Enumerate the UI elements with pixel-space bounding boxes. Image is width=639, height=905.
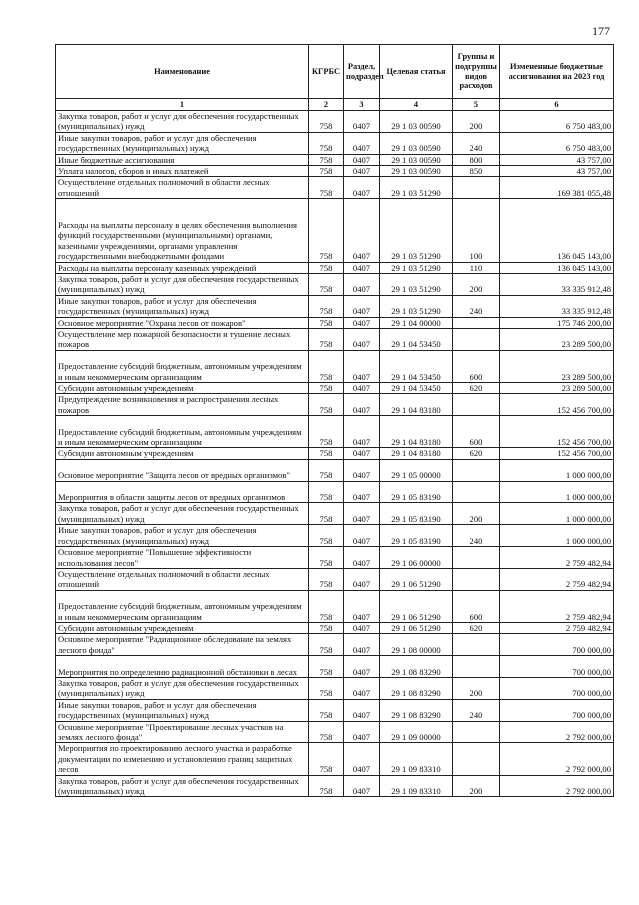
table-row [56, 317, 614, 328]
row-section: 0407 [344, 568, 380, 590]
table-row [56, 525, 614, 547]
table-row [56, 416, 614, 448]
row-amount: 136 045 143,00 [500, 262, 614, 273]
row-ktrbs: 758 [309, 634, 344, 656]
row-group: 600 [453, 416, 500, 448]
row-group: 200 [453, 274, 500, 296]
row-target: 29 1 04 83180 [380, 394, 453, 416]
row-group: 600 [453, 590, 500, 622]
row-group: 620 [453, 622, 500, 633]
row-section: 0407 [344, 317, 380, 328]
row-amount: 43 757,00 [500, 154, 614, 165]
row-group: 240 [453, 295, 500, 317]
row-amount: 43 757,00 [500, 166, 614, 177]
row-ktrbs: 758 [309, 262, 344, 273]
row-ktrbs: 758 [309, 274, 344, 296]
row-section: 0407 [344, 622, 380, 633]
row-group: 240 [453, 525, 500, 547]
row-group [453, 547, 500, 569]
row-group [453, 177, 500, 199]
row-amount: 2 759 482,94 [500, 622, 614, 633]
row-amount: 700 000,00 [500, 677, 614, 699]
row-section: 0407 [344, 448, 380, 459]
table-row [56, 743, 614, 775]
row-ktrbs: 758 [309, 166, 344, 177]
header-ktrbs: КГРБС [309, 45, 344, 99]
row-amount: 33 335 912,48 [500, 274, 614, 296]
row-name: Субсидии автономным учреждениям [56, 383, 309, 394]
row-section: 0407 [344, 274, 380, 296]
table-row [56, 634, 614, 656]
row-target: 29 1 08 83290 [380, 656, 453, 678]
row-ktrbs: 758 [309, 481, 344, 503]
header-target: Целевая статья [380, 45, 453, 99]
row-group [453, 317, 500, 328]
table-row [56, 111, 614, 133]
row-section: 0407 [344, 132, 380, 154]
table-row [56, 166, 614, 177]
row-name: Закупка товаров, работ и услуг для обеспечения государственных (муниципальных) нужд [56, 503, 309, 525]
table-row [56, 274, 614, 296]
row-section: 0407 [344, 699, 380, 721]
row-ktrbs: 758 [309, 775, 344, 797]
row-group: 620 [453, 448, 500, 459]
row-ktrbs: 758 [309, 590, 344, 622]
row-ktrbs: 758 [309, 154, 344, 165]
row-target: 29 1 03 00590 [380, 111, 453, 133]
row-section: 0407 [344, 199, 380, 262]
row-group [453, 329, 500, 351]
row-group: 620 [453, 383, 500, 394]
column-number: 4 [380, 99, 453, 111]
row-target: 29 1 09 00000 [380, 721, 453, 743]
row-group: 800 [453, 154, 500, 165]
row-ktrbs: 758 [309, 350, 344, 382]
row-section: 0407 [344, 154, 380, 165]
row-target: 29 1 04 53450 [380, 383, 453, 394]
header-row [56, 45, 614, 99]
row-ktrbs: 758 [309, 743, 344, 775]
table-row [56, 394, 614, 416]
row-ktrbs: 758 [309, 111, 344, 133]
table-body [56, 111, 614, 797]
row-amount: 23 289 500,00 [500, 350, 614, 382]
row-name: Закупка товаров, работ и услуг для обеспечения государственных (муниципальных) нужд [56, 775, 309, 797]
row-group [453, 394, 500, 416]
row-section: 0407 [344, 721, 380, 743]
row-target: 29 1 08 00000 [380, 634, 453, 656]
row-name: Расходы на выплаты персоналу казенных учреждений [56, 262, 309, 273]
row-target: 29 1 04 83180 [380, 448, 453, 459]
table-row [56, 295, 614, 317]
row-amount: 700 000,00 [500, 656, 614, 678]
row-group [453, 656, 500, 678]
row-group [453, 459, 500, 481]
row-ktrbs: 758 [309, 677, 344, 699]
row-section: 0407 [344, 503, 380, 525]
row-section: 0407 [344, 111, 380, 133]
table-row [56, 459, 614, 481]
row-name: Основное мероприятие "Радиационное обследование на землях лесного фонда" [56, 634, 309, 656]
budget-table [55, 44, 614, 797]
row-ktrbs: 758 [309, 132, 344, 154]
row-target: 29 1 03 51290 [380, 295, 453, 317]
row-target: 29 1 04 00000 [380, 317, 453, 328]
row-amount: 2 759 482,94 [500, 568, 614, 590]
row-amount: 1 000 000,00 [500, 525, 614, 547]
row-group: 600 [453, 350, 500, 382]
row-name: Основное мероприятие "Защита лесов от вредных организмов" [56, 459, 309, 481]
row-section: 0407 [344, 295, 380, 317]
table-row [56, 177, 614, 199]
row-amount: 6 750 483,00 [500, 132, 614, 154]
row-section: 0407 [344, 416, 380, 448]
row-amount: 1 000 000,00 [500, 503, 614, 525]
row-target: 29 1 08 83290 [380, 677, 453, 699]
table-row [56, 677, 614, 699]
header-section: Раздел, подраздел [344, 45, 380, 99]
row-section: 0407 [344, 677, 380, 699]
row-ktrbs: 758 [309, 383, 344, 394]
row-amount: 169 381 055,48 [500, 177, 614, 199]
column-number: 5 [453, 99, 500, 111]
column-number: 2 [309, 99, 344, 111]
row-ktrbs: 758 [309, 416, 344, 448]
row-target: 29 1 03 00590 [380, 166, 453, 177]
row-name: Осуществление отдельных полномочий в области лесных отношений [56, 568, 309, 590]
row-name: Основное мероприятие "Повышение эффективности использования лесов" [56, 547, 309, 569]
table-row [56, 622, 614, 633]
row-ktrbs: 758 [309, 459, 344, 481]
row-name: Субсидии автономным учреждениям [56, 448, 309, 459]
row-target: 29 1 03 00590 [380, 154, 453, 165]
row-section: 0407 [344, 383, 380, 394]
row-section: 0407 [344, 590, 380, 622]
row-section: 0407 [344, 459, 380, 481]
row-section: 0407 [344, 547, 380, 569]
row-ktrbs: 758 [309, 295, 344, 317]
row-group: 240 [453, 699, 500, 721]
table-row [56, 262, 614, 273]
row-section: 0407 [344, 329, 380, 351]
row-target: 29 1 05 83190 [380, 481, 453, 503]
row-target: 29 1 06 51290 [380, 568, 453, 590]
row-target: 29 1 04 53450 [380, 329, 453, 351]
row-section: 0407 [344, 394, 380, 416]
row-name: Основное мероприятие "Проектирование лесных участков на землях лесного фонда" [56, 721, 309, 743]
row-group [453, 721, 500, 743]
row-section: 0407 [344, 166, 380, 177]
table-row [56, 350, 614, 382]
row-target: 29 1 06 51290 [380, 590, 453, 622]
row-target: 29 1 08 83290 [380, 699, 453, 721]
row-target: 29 1 04 83180 [380, 416, 453, 448]
row-ktrbs: 758 [309, 394, 344, 416]
row-name: Осуществление отдельных полномочий в области лесных отношений [56, 177, 309, 199]
table-row [56, 699, 614, 721]
table-row [56, 568, 614, 590]
table-row [56, 448, 614, 459]
header-changes: Измененные бюджетные ассигнования на 2023 год [500, 45, 614, 99]
row-group [453, 634, 500, 656]
row-amount: 33 335 912,48 [500, 295, 614, 317]
row-group: 110 [453, 262, 500, 273]
row-name: Предоставление субсидий бюджетным, автономным учреждениям и иным некоммерческим организациям [56, 416, 309, 448]
row-group: 200 [453, 503, 500, 525]
row-ktrbs: 758 [309, 699, 344, 721]
row-amount: 1 000 000,00 [500, 459, 614, 481]
row-group [453, 743, 500, 775]
row-section: 0407 [344, 481, 380, 503]
row-name: Мероприятия в области защиты лесов от вредных организмов [56, 481, 309, 503]
row-amount: 2 792 000,00 [500, 743, 614, 775]
row-amount: 152 456 700,00 [500, 394, 614, 416]
row-target: 29 1 09 83310 [380, 775, 453, 797]
row-target: 29 1 09 83310 [380, 743, 453, 775]
row-name: Основное мероприятие "Охрана лесов от пожаров" [56, 317, 309, 328]
row-amount: 700 000,00 [500, 699, 614, 721]
table-row [56, 656, 614, 678]
row-group: 200 [453, 677, 500, 699]
row-ktrbs: 758 [309, 622, 344, 633]
table-row [56, 154, 614, 165]
row-target: 29 1 06 51290 [380, 622, 453, 633]
column-numbers-row [56, 99, 614, 111]
row-name: Закупка товаров, работ и услуг для обеспечения государственных (муниципальных) нужд [56, 677, 309, 699]
row-target: 29 1 05 83190 [380, 525, 453, 547]
table-row [56, 775, 614, 797]
row-amount: 2 792 000,00 [500, 721, 614, 743]
header-name: Наименование [56, 45, 309, 99]
row-target: 29 1 03 51290 [380, 199, 453, 262]
row-name: Мероприятия по проектированию лесного участка и разработке документации по изменению и установлению границ защитных лесов [56, 743, 309, 775]
row-ktrbs: 758 [309, 317, 344, 328]
row-amount: 136 045 143,00 [500, 199, 614, 262]
row-target: 29 1 03 51290 [380, 274, 453, 296]
page-number: 177 [592, 24, 610, 38]
row-ktrbs: 758 [309, 177, 344, 199]
row-group: 100 [453, 199, 500, 262]
row-name: Иные закупки товаров, работ и услуг для обеспечения государственных (муниципальных) нужд [56, 525, 309, 547]
row-name: Иные закупки товаров, работ и услуг для обеспечения государственных (муниципальных) нужд [56, 295, 309, 317]
row-amount: 2 792 000,00 [500, 775, 614, 797]
row-name: Мероприятия по определению радиационной обстановки в лесах [56, 656, 309, 678]
row-ktrbs: 758 [309, 721, 344, 743]
row-target: 29 1 05 00000 [380, 459, 453, 481]
row-target: 29 1 05 83190 [380, 503, 453, 525]
row-target: 29 1 04 53450 [380, 350, 453, 382]
row-name: Иные закупки товаров, работ и услуг для обеспечения государственных (муниципальных) нужд [56, 699, 309, 721]
row-ktrbs: 758 [309, 568, 344, 590]
row-amount: 1 000 000,00 [500, 481, 614, 503]
table-row [56, 383, 614, 394]
table-row [56, 503, 614, 525]
row-ktrbs: 758 [309, 329, 344, 351]
table-row [56, 481, 614, 503]
column-number: 3 [344, 99, 380, 111]
row-name: Осуществление мер пожарной безопасности и тушение лесных пожаров [56, 329, 309, 351]
row-amount: 175 746 200,00 [500, 317, 614, 328]
row-section: 0407 [344, 656, 380, 678]
row-amount: 2 759 482,94 [500, 590, 614, 622]
row-group: 200 [453, 775, 500, 797]
row-name: Расходы на выплаты персоналу в целях обеспечения выполнения функций государственными (муниципальными) органами, казенными учреждениями, органами управления государственными внебюджетными фондами [56, 199, 309, 262]
row-group [453, 481, 500, 503]
table-row [56, 329, 614, 351]
row-ktrbs: 758 [309, 547, 344, 569]
row-section: 0407 [344, 634, 380, 656]
row-amount: 23 289 500,00 [500, 383, 614, 394]
row-target: 29 1 03 00590 [380, 132, 453, 154]
row-amount: 700 000,00 [500, 634, 614, 656]
row-name: Предоставление субсидий бюджетным, автономным учреждениям и иным некоммерческим организациям [56, 590, 309, 622]
row-group: 240 [453, 132, 500, 154]
row-section: 0407 [344, 743, 380, 775]
row-section: 0407 [344, 262, 380, 273]
header-groups: Группы и подгруппы видов расходов [453, 45, 500, 99]
row-amount: 23 289 500,00 [500, 329, 614, 351]
table-row [56, 547, 614, 569]
row-name: Предоставление субсидий бюджетным, автономным учреждениям и иным некоммерческим организациям [56, 350, 309, 382]
row-group [453, 568, 500, 590]
table-row [56, 721, 614, 743]
table-row [56, 199, 614, 262]
row-ktrbs: 758 [309, 525, 344, 547]
row-group: 200 [453, 111, 500, 133]
row-target: 29 1 03 51290 [380, 262, 453, 273]
column-number: 1 [56, 99, 309, 111]
row-name: Предупреждение возникновения и распространения лесных пожаров [56, 394, 309, 416]
row-ktrbs: 758 [309, 656, 344, 678]
row-section: 0407 [344, 177, 380, 199]
row-section: 0407 [344, 775, 380, 797]
table-row [56, 590, 614, 622]
row-name: Иные бюджетные ассигнования [56, 154, 309, 165]
row-section: 0407 [344, 350, 380, 382]
row-amount: 152 456 700,00 [500, 416, 614, 448]
row-target: 29 1 06 00000 [380, 547, 453, 569]
row-amount: 152 456 700,00 [500, 448, 614, 459]
row-group: 850 [453, 166, 500, 177]
row-target: 29 1 03 51290 [380, 177, 453, 199]
column-number: 6 [500, 99, 614, 111]
row-name: Субсидии автономным учреждениям [56, 622, 309, 633]
row-section: 0407 [344, 525, 380, 547]
row-name: Иные закупки товаров, работ и услуг для обеспечения государственных (муниципальных) нужд [56, 132, 309, 154]
row-ktrbs: 758 [309, 448, 344, 459]
row-amount: 2 759 482,94 [500, 547, 614, 569]
row-ktrbs: 758 [309, 503, 344, 525]
row-name: Закупка товаров, работ и услуг для обеспечения государственных (муниципальных) нужд [56, 111, 309, 133]
row-ktrbs: 758 [309, 199, 344, 262]
row-amount: 6 750 483,00 [500, 111, 614, 133]
row-name: Уплата налогов, сборов и иных платежей [56, 166, 309, 177]
table-row [56, 132, 614, 154]
row-name: Закупка товаров, работ и услуг для обеспечения государственных (муниципальных) нужд [56, 274, 309, 296]
